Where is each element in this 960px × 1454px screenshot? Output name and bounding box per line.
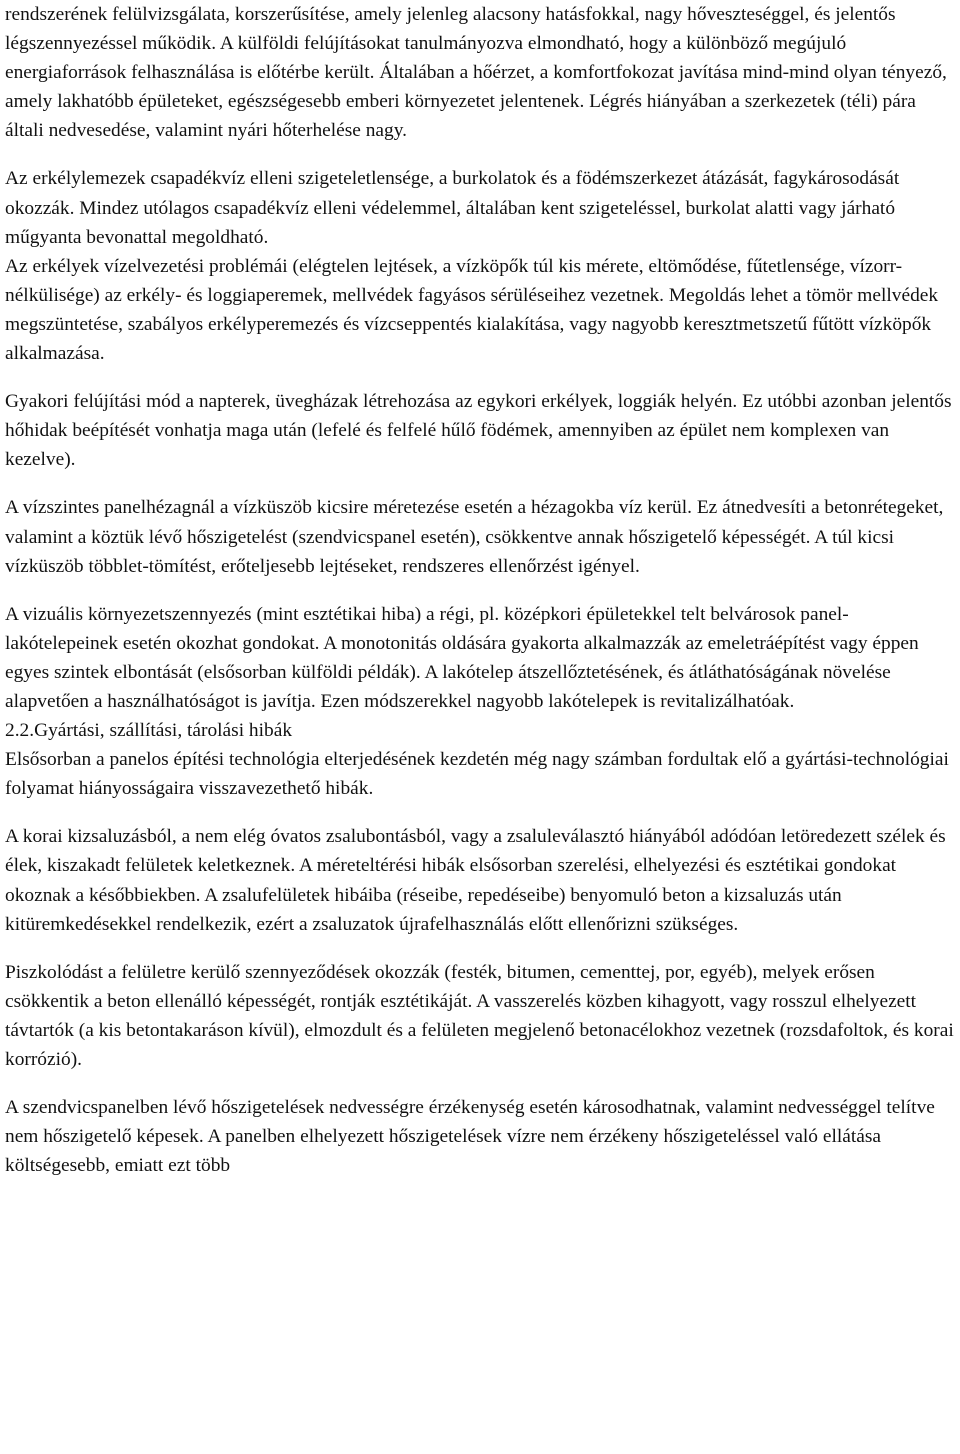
paragraph-6: A vizuális környezetszennyezés (mint esztétikai hiba) a régi, pl. középkori épületekkel telt belvárosok panel-lakótelepeinek esetén okozhat gondokat. A monotonitás oldására gyakorta alkalmazzák az emeletráépítést vagy éppen egyes szintek elbontását (elsősorban külföldi példák). A lakótelep átszellőztetésének, és átláthatóságának növelése alapvetően a használhatóságot is javítja. Ezen módszerekkel nagyobb lakótelepek is revitalizálhatóak. <box>5 603 919 712</box>
section-paragraph-1: Elsősorban a panelos építési technológia elterjedésének kezdetén még nagy számban fordultak elő a gyártási-technológiai folyamat hiányosságaira visszavezethető hibák. <box>5 749 949 800</box>
paragraph-5: A vízszintes panelhézagnál a vízküszöb kicsire méretezése esetén a hézagokba víz kerül. Ez átnedvesíti a betonrétegeket, valamint a köztük lévő hőszigetelést (szendvicspanel esetén), csökkentve annak hőszigetelő képességét. A túl kicsi vízküszöb többlet-tömítést, erőteljesebb lejtéseket, rendszeres ellenőrzést igényel. <box>5 497 944 577</box>
document-page <box>5 0 957 1180</box>
section-heading: 2.2.Gyártási, szállítási, tárolási hibák <box>5 720 293 742</box>
section-paragraph-2: A korai kizsaluzásból, a nem elég óvatos zsalubontásból, vagy a zsaluleválasztó hiányából adódóan letöredezett szélek és élek, kiszakadt felületek keletkeznek. A méreteltérési hibák elsősorban szerelési, elhelyezési és esztétikai gondokat okoznak a későbbiekben. A zsalufelületek hibáiba (réseibe, repedéseibe) benyomuló beton a kizsaluzás után kitüremkedésekkel rendelkezik, ezért a zsaluzatok újrafelhasználás előtt ellenőrizni szükséges. <box>5 826 946 935</box>
section-paragraph-3: Piszkolódást a felületre kerülő szennyeződések okozzák (festék, bitumen, cementtej, por, egyéb), melyek erősen csökkentik a beton ellenálló képességét, rontják esztétikáját. A vasszerelés közben kihagyott, vagy rosszul elhelyezett távtartók (a kis betontakaráson kívül), elmozdult és a felületen megjelenő betonacélokhoz vezetnek (rozsdafoltok, és korai korrózió). <box>5 961 954 1070</box>
paragraph-2: Az erkélylemezek csapadékvíz elleni szigeteletlensége, a burkolatok és a födémszerkezet átázását, fagykárosodását okozzák. Mindez utólagos csapadékvíz elleni védelemmel, általában kent szigeteléssel, burkolat alatti vagy járható műgyanta bevonattal megoldható. <box>5 168 900 248</box>
section-paragraph-4: A szendvicspanelben lévő hőszigetelések nedvességre érzékenység esetén károsodhatnak, valamint nedvességgel telítve nem hőszigetelő képesek. A panelben elhelyezett hőszigetelések vízre nem érzékeny hőszigeteléssel való ellátása költségesebb, emiatt ezt több <box>5 1097 935 1177</box>
paragraph-1: rendszerének felülvizsgálata, korszerűsítése, amely jelenleg alacsony hatásfokkal, nagy hőveszteséggel, és jelentős légszennyezéssel működik. A külföldi felújításokat tanulmányozva elmondható, hogy a különböző megújuló energiaforrások felhasználása is előtérbe került. Általában a hőérzet, a komfortfokozat javítása mind-mind olyan tényező, amely lakhatóbb épületeket, egészségesebb emberi környezetet jelentenek. Légrés hiányában a szerkezetek (téli) pára általi nedvesedése, valamint nyári hőterhelése nagy. <box>5 4 947 142</box>
paragraph-4: Gyakori felújítási mód a napterek, üvegházak létrehozása az egykori erkélyek, loggiák helyén. Ez utóbbi azonban jelentős hőhidak beépítését vonhatja maga után (lefelé és felfelé hűlő födémek, amennyiben az épület nem komplexen van kezelve). <box>5 391 952 471</box>
paragraph-3: Az erkélyek vízelvezetési problémái (elégtelen lejtések, a vízköpők túl kis mérete, eltömődése, fűtetlensége, vízorr-nélkülisége) az erkély- és loggiaperemek, mellvédek fagyásos sérüléseihez vezetnek. Megoldás lehet a tömör mellvédek megszüntetése, szabályos erkélyperemezés és vízcseppentés kialakítása, vagy nagyobb keresztmetszetű fűtött vízköpők alkalmazása. <box>5 255 939 365</box>
